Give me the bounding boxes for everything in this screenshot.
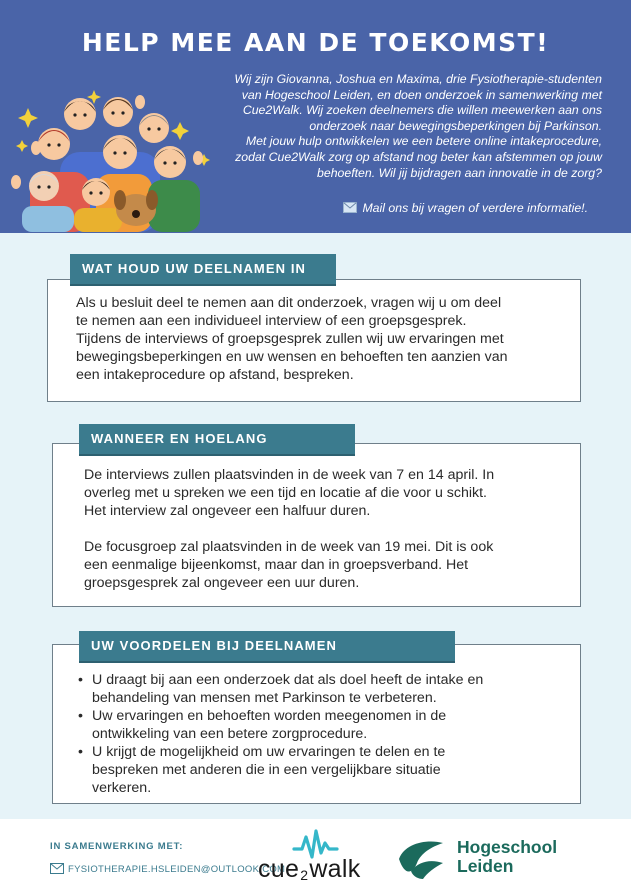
email-address[interactable]: FYSIOTHERAPIE.HSLEIDEN@OUTLOOK.COM — [68, 864, 286, 875]
email-contact[interactable] — [50, 863, 285, 875]
collaboration-label: IN SAMENWERKING MET: — [50, 841, 184, 852]
page-title: HELP MEE AAN DE TOEKOMST! — [81, 28, 550, 57]
hogeschool-leiden-logo-text: Hogeschool Leiden — [457, 837, 558, 876]
paragraph — [84, 466, 578, 520]
contact-text: Mail ons bij vragen of verdere informatie!. — [362, 201, 588, 215]
text-line: te nemen aan een individueel interview of een groepsgesprek. — [76, 313, 467, 329]
text-line: overleg met u spreken we een tijd en locatie af die voor u schikt. — [84, 485, 487, 501]
envelope-icon — [50, 863, 64, 874]
intro-text — [188, 72, 602, 181]
hogeschool-leiden-logo-mark — [397, 837, 445, 881]
mail-icon — [343, 202, 357, 213]
list-item — [76, 707, 580, 743]
text-line: bespreken met anderen die in een vergelijkbare situatie — [92, 762, 441, 778]
text-line: een intakeprocedure op afstand, bespreken. — [76, 367, 354, 383]
text-line: een eenmalige bijeenkomst, maar dan in groepsverband. Het — [84, 557, 469, 573]
list-item — [76, 743, 580, 797]
contact-line — [260, 201, 588, 215]
text-line: verkeren. — [92, 780, 152, 796]
text-line: De interviews zullen plaatsvinden in de week van 7 en 14 april. In — [84, 467, 495, 483]
section-participation-text — [76, 294, 576, 384]
section-when-title: WANNEER EN HOELANG — [79, 424, 355, 454]
text-line: • Uw ervaringen en behoeften worden meegenomen in de — [92, 708, 447, 724]
intro-line: Wij zijn Giovanna, Joshua en Maxima, drie Fysiotherapie-studenten — [234, 72, 602, 86]
section-benefits-list — [76, 671, 580, 797]
section-when-text — [84, 466, 578, 592]
text-line: • U krijgt de mogelijkheid om uw ervaringen te delen en te — [92, 744, 446, 760]
text-line: behandeling van mensen met Parkinson te verbeteren. — [92, 690, 437, 706]
paragraph — [84, 538, 578, 592]
text-line: Het interview zal ongeveer een halfuur duren. — [84, 503, 371, 519]
intro-line: onderzoek naar bewegingsbeperkingen bij Parkinson. — [309, 118, 602, 133]
footer — [0, 819, 631, 892]
header-banner — [0, 0, 631, 233]
intro-line: Cue2Walk. Wij zoeken deelnemers die willen meewerken aan ons — [242, 103, 602, 118]
text-line: Als u besluit deel te nemen aan dit onderzoek, vragen wij u om deel — [76, 295, 502, 311]
intro-line: van Hogeschool Leiden, en doen onderzoek in samenwerking met — [241, 87, 602, 102]
intro-line: Met jouw hulp ontwikkelen we een betere online intakeprocedure, — [245, 134, 602, 149]
group-of-people-illustration — [8, 82, 213, 232]
text-line: bewegingsbeperkingen en uw wensen en behoeften ten aanzien van — [76, 349, 508, 365]
text-line: Tijdens de interviews of groepsgesprek zullen wij uw ervaringen met — [76, 331, 504, 347]
text-line: • U draagt bij aan een onderzoek dat als doel heeft de intake en — [92, 672, 484, 688]
list-item — [76, 671, 580, 707]
text-line: De focusgroep zal plaatsvinden in de week van 19 mei. Dit is ook — [84, 539, 494, 555]
text-line: groepsgesprek zal ongeveer een uur duren. — [84, 575, 360, 591]
intro-line: behoeften. Wil jij bijdragen aan innovatie in de zorg? — [317, 165, 602, 180]
intro-line: zodat Cue2Walk zorg op afstand nog beter kan afstemmen op jouw — [235, 149, 602, 164]
section-participation-title: WAT HOUD UW DEELNAMEN IN — [70, 254, 336, 284]
cue2walk-logo-text: cue2walk — [258, 855, 361, 883]
text-line: ontwikkeling van een betere zorgprocedure. — [92, 726, 368, 742]
section-benefits-title: UW VOORDELEN BIJ DEELNAMEN — [79, 631, 455, 661]
